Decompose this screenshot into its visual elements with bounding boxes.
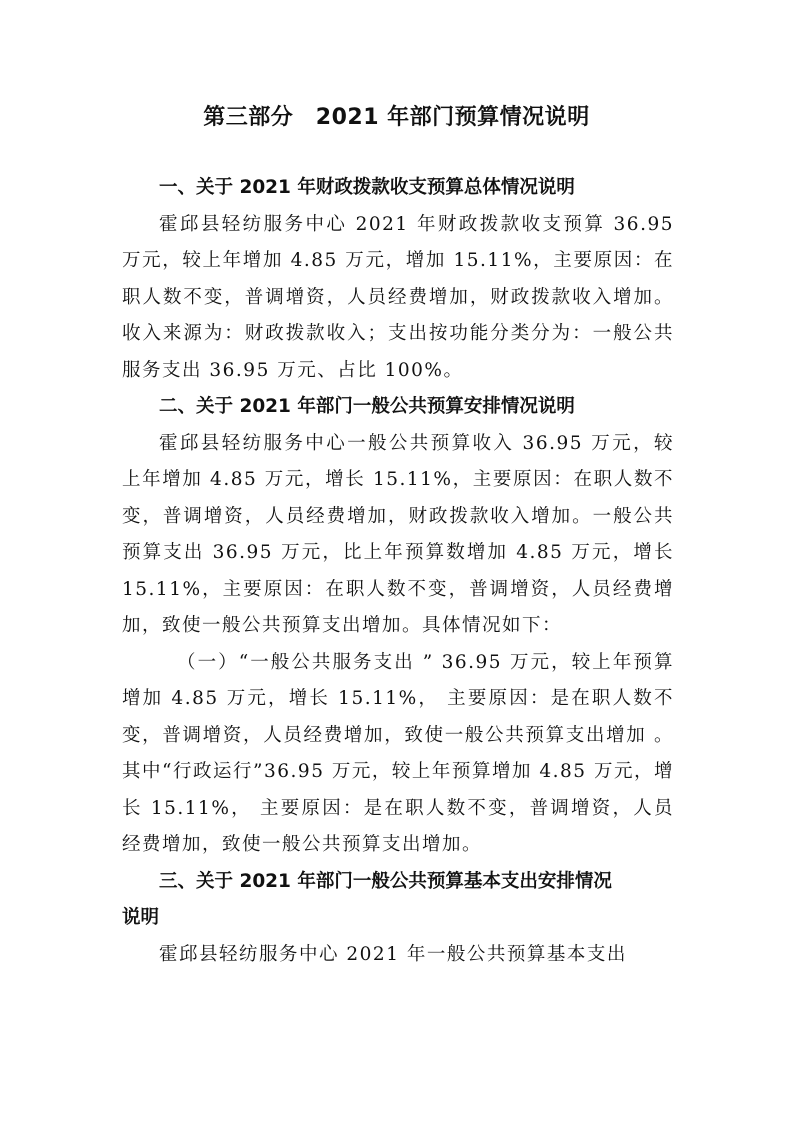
section-2-heading-text: 二、关于 2021 年部门一般公共预算安排情况说明 [159, 396, 575, 417]
section-3-heading [122, 864, 674, 937]
section-1-heading [122, 170, 674, 207]
section-1-heading-text: 一、关于 2021 年财政拨款收支预算总体情况说明 [159, 177, 575, 198]
section-2-paragraph: 霍邱县轻纺服务中心一般公共预算收入 36.95 万元，较上年增加 4.85 万元，增长 15.11%，主要原因：在职人数不变，普调增资，人员经费增加，财政拨款收入增加。一般公共预算支出 36.95 万元，比上年预算数增加 4.85 万元，增长 15.11%，主要原因：在职人数不变，普调增资，人员经费增加，致使一般公共预算支出增加。具体情况如下： [122, 432, 674, 636]
section-3-paragraph: 霍邱县轻纺服务中心 2021 年一般公共预算基本支出 [159, 943, 627, 965]
section-1-paragraph: 霍邱县轻纺服务中心 2021 年财政拨款收支预算 36.95 万元，较上年增加 4.85 万元，增加 15.11%，主要原因：在职人数不变，普调增资，人员经费增加，财政拨款收入增加。收入来源为：财政拨款收入；支出按功能分类分为：一般公共服务支出 36.95 万元、占比 100%。 [122, 213, 674, 381]
section-2-sub-paragraph: （一）“一般公共服务支出 ” 36.95 万元，较上年预算增加 4.85 万元，增长 15.11%， 主要原因：是在职人数不变，普调增资，人员经费增加，致使一般公共预算支出增加 。其中“行政运行”36.95 万元，较上年预算增加 4.85 万元，增长 15.11%， 主要原因：是在职人数不变，普调增资，人员经费增加，致使一般公共预算支出增加。 [122, 651, 674, 855]
page-title: 第三部分 2021 年部门预算情况说明 [203, 105, 590, 130]
document-body [122, 170, 674, 973]
section-3-heading-line1: 三、关于 2021 年部门一般公共预算基本支出安排情况 [159, 870, 612, 892]
section-3-heading-line2: 说明 [122, 907, 160, 928]
section-2-heading [122, 389, 674, 426]
